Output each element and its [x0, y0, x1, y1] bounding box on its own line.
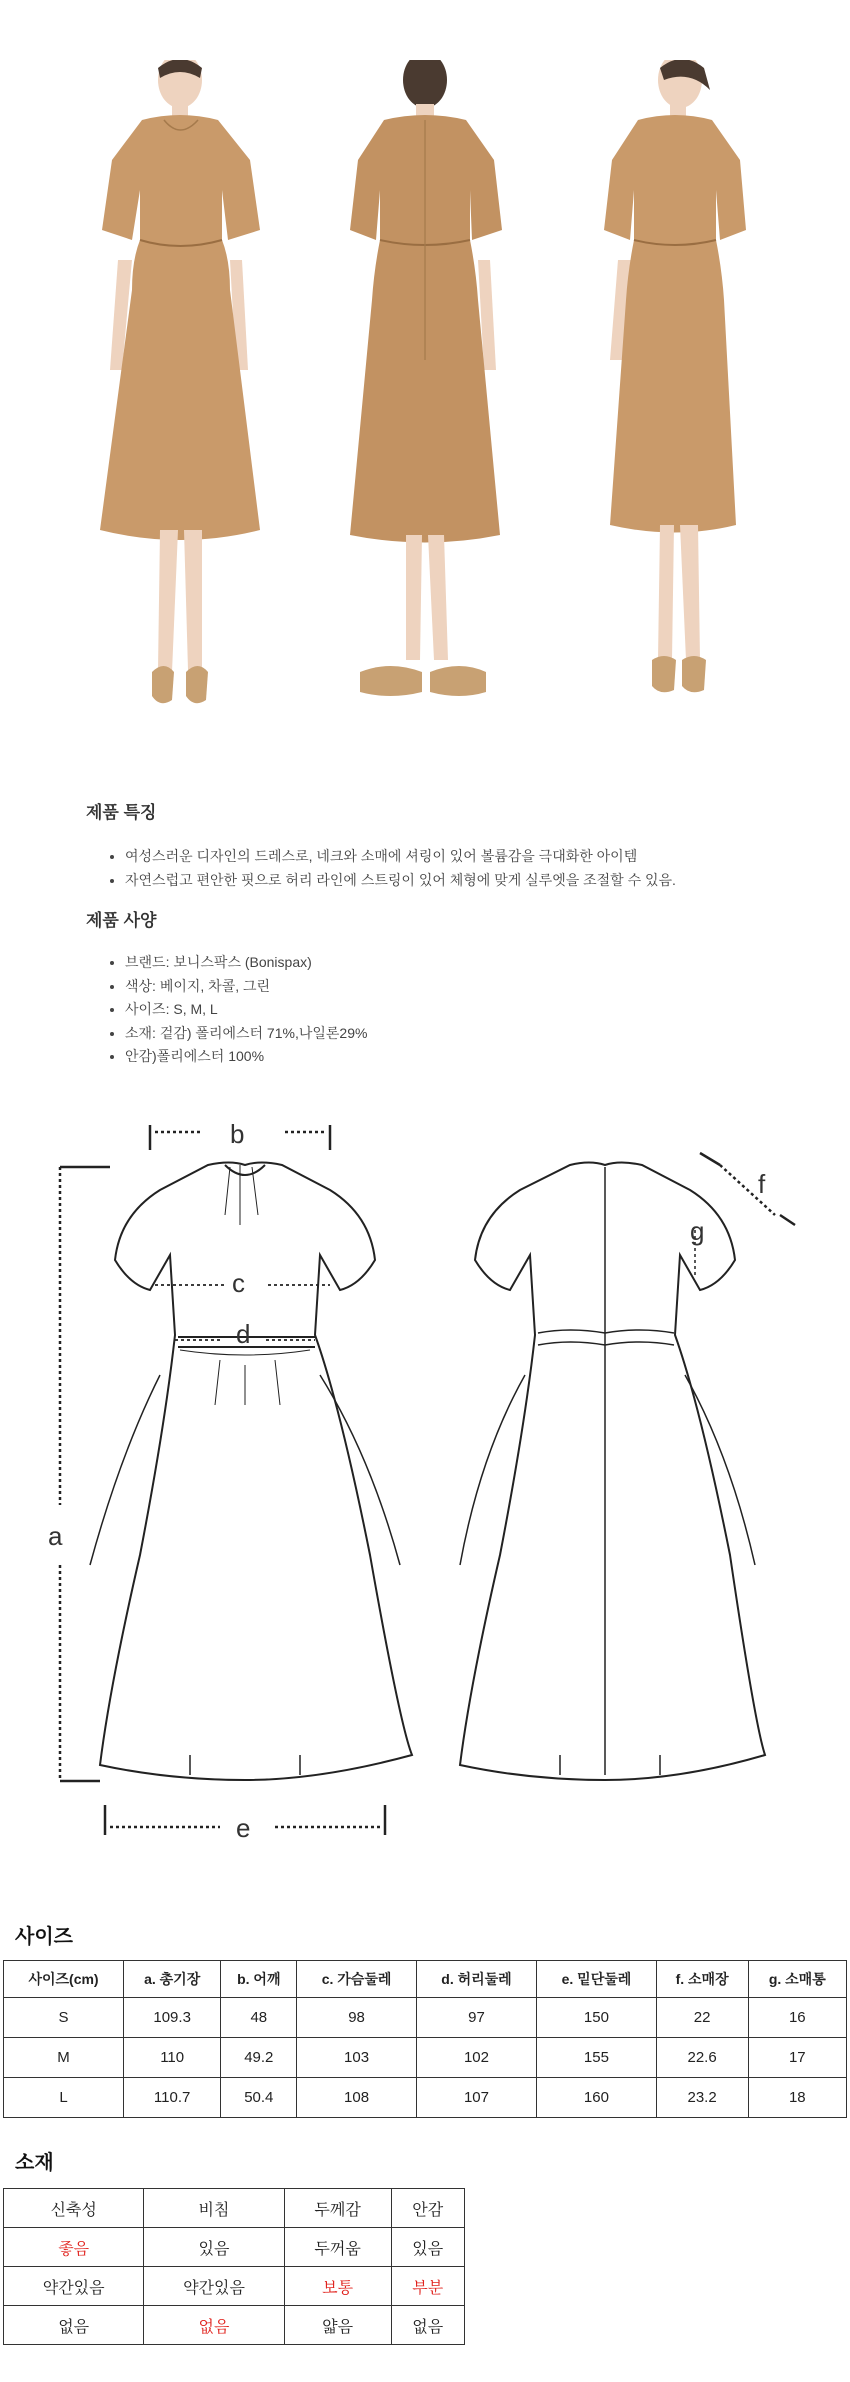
- material-header-cell: 신축성: [4, 2189, 144, 2228]
- size-cell: 17: [748, 2038, 846, 2078]
- material-cell: 없음: [391, 2306, 464, 2345]
- specs-list: [103, 951, 367, 1069]
- size-table: [3, 1960, 847, 2118]
- size-cell: 49.2: [221, 2038, 297, 2078]
- material-cell-selected: 좋음: [4, 2228, 144, 2267]
- size-cell: 102: [416, 2038, 537, 2078]
- specs-item: • 안감)폴리에스터 100%: [125, 1045, 367, 1069]
- material-cell: 얇음: [284, 2306, 391, 2345]
- size-cell: L: [4, 2078, 124, 2118]
- table-row: [4, 2038, 847, 2078]
- material-table: [3, 2188, 465, 2345]
- diagram-label-d: d: [236, 1319, 251, 1349]
- front-dress-outline: [90, 1163, 412, 1781]
- material-header-cell: 두께감: [284, 2189, 391, 2228]
- specs-item: • 사이즈: S, M, L: [125, 998, 367, 1022]
- size-cell: 103: [297, 2038, 416, 2078]
- size-cell: S: [4, 1998, 124, 2038]
- size-cell: 107: [416, 2078, 537, 2118]
- material-cell-selected: 보통: [284, 2267, 391, 2306]
- size-table-header-row: [4, 1961, 847, 1998]
- size-cell: 160: [537, 2078, 656, 2118]
- specs-title: 제품 사양: [86, 911, 157, 930]
- material-header-cell: 안감: [391, 2189, 464, 2228]
- size-header-cell: b. 어깨: [221, 1961, 297, 1998]
- size-section-title: 사이즈: [15, 1926, 73, 1948]
- size-cell: 110.7: [124, 2078, 221, 2118]
- material-cell-selected: 부분: [391, 2267, 464, 2306]
- back-dress-outline: [460, 1163, 765, 1781]
- size-cell: 109.3: [124, 1998, 221, 2038]
- material-cell: 있음: [391, 2228, 464, 2267]
- material-cell: 약간있음: [144, 2267, 284, 2306]
- specs-item: • 색상: 베이지, 차콜, 그린: [125, 975, 367, 999]
- size-header-cell: e. 밑단둘레: [537, 1961, 656, 1998]
- material-cell: 없음: [4, 2306, 144, 2345]
- material-header-row: [4, 2189, 465, 2228]
- size-cell: 23.2: [656, 2078, 748, 2118]
- material-cell-selected: 없음: [144, 2306, 284, 2345]
- diagram-label-g: g: [690, 1216, 705, 1246]
- size-cell: 155: [537, 2038, 656, 2078]
- specs-item: • 브랜드: 보니스팍스 (Bonispax): [125, 951, 367, 975]
- table-row: [4, 2078, 847, 2118]
- size-cell: 97: [416, 1998, 537, 2038]
- size-cell: 18: [748, 2078, 846, 2118]
- features-item: • 자연스럽고 편안한 핏으로 허리 라인에 스트링이 있어 체형에 맞게 실루엣을 조절할 수 있음.: [125, 869, 676, 893]
- table-row: [4, 2228, 465, 2267]
- size-cell: M: [4, 2038, 124, 2078]
- size-cell: 150: [537, 1998, 656, 2038]
- diagram-label-b: b: [230, 1119, 245, 1149]
- specs-item: • 소재: 겉감) 폴리에스터 71%,나일론29%: [125, 1022, 367, 1046]
- size-header-cell: a. 총기장: [124, 1961, 221, 1998]
- diagram-label-a: a: [48, 1521, 63, 1551]
- diagram-label-e: e: [236, 1813, 251, 1843]
- diagram-label-c: c: [232, 1268, 245, 1298]
- dimension-lines: [60, 1125, 795, 1835]
- size-cell: 22.6: [656, 2038, 748, 2078]
- diagram-label-f: f: [758, 1169, 766, 1199]
- size-header-cell: d. 허리둘레: [416, 1961, 537, 1998]
- size-header-cell: c. 가슴둘레: [297, 1961, 416, 1998]
- table-row: [4, 2306, 465, 2345]
- photo-side: [560, 60, 790, 730]
- table-row: [4, 1998, 847, 2038]
- photo-back: [310, 60, 540, 730]
- size-header-cell: f. 소매장: [656, 1961, 748, 1998]
- photo-front: [60, 60, 290, 730]
- material-cell: 있음: [144, 2228, 284, 2267]
- features-item: • 여성스러운 디자인의 드레스로, 네크와 소매에 셔링이 있어 볼륨감을 극대화한 아이템: [125, 845, 676, 869]
- size-cell: 50.4: [221, 2078, 297, 2118]
- material-cell: 약간있음: [4, 2267, 144, 2306]
- size-cell: 108: [297, 2078, 416, 2118]
- size-header-cell: 사이즈(cm): [4, 1961, 124, 1998]
- size-cell: 22: [656, 1998, 748, 2038]
- table-row: [4, 2267, 465, 2306]
- material-cell: 두꺼움: [284, 2228, 391, 2267]
- material-section-title: 소재: [15, 2152, 54, 2174]
- features-title: 제품 특징: [86, 803, 157, 822]
- features-list: [103, 845, 676, 892]
- size-cell: 98: [297, 1998, 416, 2038]
- material-header-cell: 비침: [144, 2189, 284, 2228]
- size-diagram: [40, 1105, 820, 1855]
- size-cell: 16: [748, 1998, 846, 2038]
- product-photos: [60, 60, 790, 730]
- size-header-cell: g. 소매통: [748, 1961, 846, 1998]
- size-cell: 110: [124, 2038, 221, 2078]
- size-cell: 48: [221, 1998, 297, 2038]
